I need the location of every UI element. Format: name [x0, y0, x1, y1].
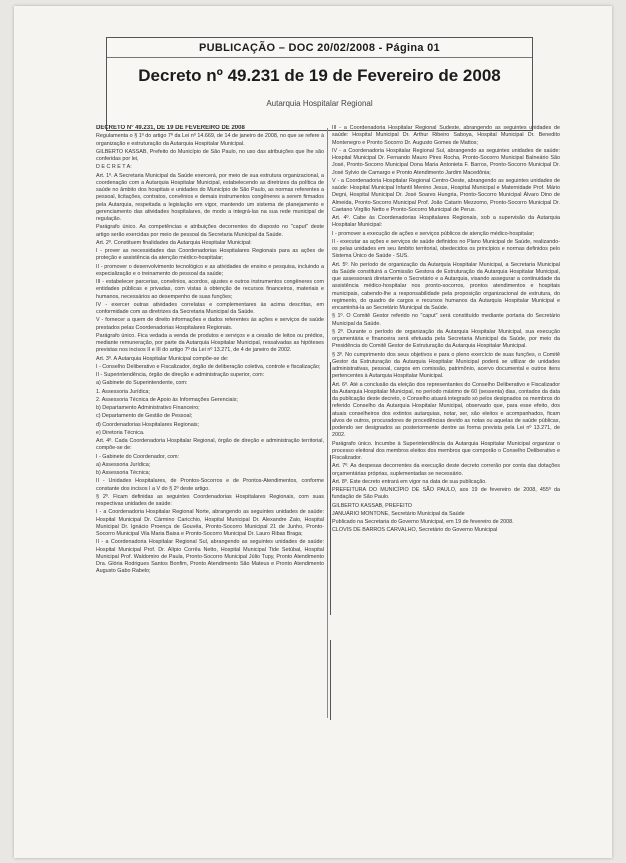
- paragraph: V - a Coordenadoria Hospitalar Regional Centro-Oeste, abrangendo as seguintes unidades de saúde: Hospital Municipal Infantil Menino Jesus, Hospital Municipal e Maternidade Prof. Mário Degni, Hospital Municipal Dr. José Soares Hungria, Pronto-Socorro Municipal Álvaro Dino de Almeida, Pronto-Socorro Municipal Prof. João Catarin Mezzomo, Pronto-Socorro Municipal Dr. Caetano Virgílio Netto e Pronto-Socorro Municipal de Perus.: [332, 177, 560, 213]
- paragraph: c) Departamento de Gestão de Pessoal;: [96, 413, 193, 420]
- paragraph: 2. Assessoria Técnica de Apoio às Informações Gerenciais;: [96, 396, 238, 403]
- document-header: [106, 37, 533, 131]
- paragraph: IV - a Coordenadoria Hospitalar Regional Sul, abrangendo as seguintes unidades de saúde: Hospital Municipal Dr. Fernando Mauro Pires Rocha, Pronto-Socorro Municipal Balneário São José, Pronto-Socorro Municipal Dona Maria Antonieta F. Barros, Pronto-Socorro Municipal Dr. José Sylvio de Camargo e Pronto Atendimento Jardim Macedônia;: [332, 147, 560, 176]
- paragraph: Art. 4º. Cabe às Coordenadorias Hospitalares Regionais, sob a supervisão da Autarquia Hospitalar Municipal:: [332, 215, 560, 229]
- paragraph: Parágrafo único. As competências e atribuições decorrentes do disposto no "caput" deste artigo serão exercidas por meio de pessoal da Secretaria Municipal da Saúde.: [96, 224, 324, 238]
- paragraph: Art. 2º. Constituem finalidades da Autarquia Hospitalar Municipal:: [96, 239, 252, 246]
- right-text-column: [332, 125, 560, 723]
- paragraph: § 2º. Durante o período de organização da Autarquia Hospitalar Municipal, sua execução orçamentária e financeira será efetuada pela Secretaria Municipal da Saúde, por meio da Presidência do Comitê Gestor de Estruturação da Autarquia Hospitalar Municipal.: [332, 328, 560, 350]
- decree-subtitle: Autarquia Hospitalar Regional: [266, 99, 373, 108]
- decree-title: Decreto nº 49.231 de 19 de Fevereiro de 2008: [138, 66, 501, 85]
- paragraph: a) Gabinete do Superintendente, com:: [96, 380, 188, 387]
- paragraph: D E C R E T A:: [96, 164, 132, 171]
- paragraph: II - executar as ações e serviços de saúde definidos no Plano Municipal de Saúde, realizando-os pelas unidades em seu âmbito territorial, obedecidos os princípios e normas definidos pelo Sistema Único de Saúde - SUS.: [332, 238, 560, 260]
- paragraph: V - fornecer a quem de direito informações e dados referentes às ações e serviços de saúde prestados pelas Coordenadorias Hospitalares Regionais.: [96, 317, 324, 331]
- paragraph: Regulamenta o § 1º do artigo 7º da Lei nº 14.669, de 14 de janeiro de 2008, no que se refere à organização e estruturação da Autarquia Hospitalar Municipal.: [96, 133, 324, 147]
- paragraph: Art. 8º. Este decreto entrará em vigor na data de sua publicação.: [332, 478, 487, 485]
- paragraph: Art. 5º. No período de organização da Autarquia Hospitalar Municipal, a Secretaria Municipal da Saúde constituirá a Comissão Gestora de Estruturação da Autarquia Hospitalar Municipal, que assessorará diretamente o Secretário e a Autarquia, visando assegurar a continuidade da assistência médico-hospitalar nos pronto-socorros, prontos atendimentos e hospitais municipais, cabendo-lhe a responsabilidade pela proposição organizacional de estrutura, do regimento, do quadro de cargos e recursos humanos da Autarquia Hospitalar Municipal e encaminhá-la ao Secretário Municipal da Saúde.: [332, 261, 560, 311]
- paragraph: III - estabelecer parcerias, convênios, acordos, ajustes e outros instrumentos congêneres com entidades públicas e privadas, com vistas à obtenção de recursos financeiros, materiais e humanos, necessários ao desempenho de suas funções;: [96, 279, 324, 300]
- paragraph: PREFEITURA DO MUNICÍPIO DE SÃO PAULO, aos 19 de fevereiro de 2008, 455º da fundação de São Paulo.: [332, 487, 560, 501]
- paragraph: Art. 3º. A Autarquia Hospitalar Municipal compõe-se de:: [96, 355, 229, 362]
- paragraph: Publicado na Secretaria do Governo Municipal, em 19 de fevereiro de 2008.: [332, 519, 514, 525]
- paragraph: II - promover o desenvolvimento tecnológico e as atividades de ensino e pesquisa, incluindo a especialização e o treinamento do pessoal da saúde;: [96, 263, 324, 277]
- paragraph: III - a Coordenadoria Hospitalar Regional Sudeste, abrangendo as seguintes unidades de saúde: Hospital Municipal Dr. Arthur Ribeiro Saboya, Hospital Municipal Dr. Benedito Montenegro e Pronto Socorro Dr. Augusto Gomes de Mattos;: [332, 125, 560, 146]
- paragraph: GILBERTO KASSAB, Prefeito do Município de São Paulo, no uso das atribuições que lhe são conferidas por lei,: [96, 148, 324, 162]
- paragraph: I - Conselho Deliberativo e Fiscalizador, órgão de deliberação coletiva, controle e fiscalização;: [96, 363, 321, 370]
- paragraph: § 3º. No cumprimento dos seus objetivos e para o pleno exercício de suas funções, o Comitê Gestor da Estruturação da Autarquia Hospitalar Municipal poderá se utilizar de unidades administrativas, pessoal, cargos em comissão, patrimônio, acervo documental e outros itens pertencentes à Autarquia Hospitalar Municipal.: [332, 351, 560, 380]
- paragraph: § 1º. O Comitê Gestor referido no "caput" será constituído mediante portaria do Secretário Municipal da Saúde.: [332, 313, 560, 327]
- decree-heading: DECRETO Nº 49.231, DE 19 DE FEVEREIRO DE 2008: [96, 125, 245, 131]
- left-text-column: [96, 125, 324, 725]
- paragraph: I - a Coordenadoria Hospitalar Regional Norte, abrangendo as seguintes unidades de saúde: Hospital Municipal Dr. Cármino Caricchio, Hospital Municipal Dr. Alexandre Zaio, Hospital Municipal Dr. Ignácio Proença de Gouvêa, Pronto-Socorro Municipal 21 de Junho, Pronto-Socorro Municipal Vila Maria Baixa e Pronto-Socorro Municipal Dr. Lauro Ribas Braga;: [96, 509, 324, 537]
- paragraph: d) Coordenadorias Hospitalares Regionais;: [96, 421, 200, 428]
- paragraph: Art. 4º. Cada Coordenadoria Hospitalar Regional, órgão de direção e administração territorial, compõe-se de:: [96, 438, 324, 452]
- paragraph: I - Gabinete do Coordenador, com:: [96, 453, 180, 460]
- paragraph: a) Assessoria Jurídica;: [96, 461, 151, 468]
- paragraph: Parágrafo único. Fica vedada a venda de produtos e serviços e a cessão de leitos ou prédios, mediante remuneração, por parte da Autarquia Hospitalar Municipal, ressalvadas as hipóteses previstas nos incisos II e III do artigo 7º da Lei nº 13.271, de 4 de janeiro de 2002.: [96, 332, 324, 354]
- paragraph: Art. 1º. A Secretaria Municipal da Saúde exercerá, por meio de sua estrutura organizacional, a coordenação com a Autarquia Hospitalar Municipal, estabelecendo as diretrizes da política de saúde no âmbito dos hospitais e unidades do Município de São Paulo, as normas referentes a pessoal, licitações, contratos, convênios e demais instrumentos congêneres a serem firmados pela Autarquia, respeitada a legislação em vigor, mantendo um sistema de planejamento e gerenciamento das atividades hospitalares, de modo a integrá-las na sua rede municipal de regulação.: [96, 172, 324, 222]
- paragraph: § 2º. Ficam definidas as seguintes Coordenadorias Hospitalares Regionais, com suas respectivas unidades de saúde:: [96, 493, 324, 507]
- paragraph: I - prover as necessidades das Coordenadorias Hospitalares Regionais para as ações de proteção e assistência da atenção médico-hospitalar;: [96, 248, 324, 262]
- paragraph: GILBERTO KASSAB, PREFEITO: [332, 502, 412, 509]
- left-paragraphs: [96, 133, 324, 575]
- publication-line: PUBLICAÇÃO – DOC 20/02/2008 - Página 01: [107, 42, 532, 58]
- paragraph: Parágrafo único. Incumbe à Superintendência da Autarquia Hospitalar Municipal organizar o processo eleitoral dos membros eleitos dos membros que comporão o Conselho Deliberativo e Fiscalizador.: [332, 440, 560, 461]
- paragraph: Art. 7º. As despesas decorrentes da execução deste decreto correrão por conta das dotações orçamentárias próprias, suplementadas se necessário.: [332, 463, 560, 477]
- paragraph: II - Unidades Hospitalares, de Prontos-Socorros e de Prontos-Atendimentos, conforme constante dos incisos I a V do § 2º deste artigo.: [96, 478, 324, 492]
- paragraph: JANUÁRIO MONTONE, Secretário Municipal da Saúde: [332, 510, 465, 517]
- paragraph: 1. Assessoria Jurídica;: [96, 388, 150, 395]
- paragraph: Art. 6º. Até a conclusão da eleição dos representantes do Conselho Deliberativo e Fiscalizador da Autarquia Hospitalar Municipal, no período máximo de 60 (sessenta) dias, contados da data da publicação deste decreto, o Conselho atuará integrado só pelos designados os membros do referido Conselho da Autarquia Hospitalar Municipal, observado que, para esse efeito, dos atuais conselheiros dos extintos autarquias, notar, ser, são eleitos e acompanhados, ficam alvos de outros, procuradores de procedências devido as notas ou aquelas de saúde públicas, podendo ser designados as posteriormente dentre as forma prevista pela Lei nº 13.271, de 2002.: [332, 381, 560, 439]
- right-paragraphs: [332, 125, 560, 535]
- paragraph: b) Departamento Administrativo Financeiro;: [96, 405, 200, 411]
- paragraph: II - Superintendência, órgão de direção e administração superior, com:: [96, 372, 265, 378]
- paragraph: e) Diretoria Técnica.: [96, 429, 145, 436]
- paragraph: I - promover a execução de ações e serviços públicos de atenção médico-hospitalar;: [332, 230, 535, 237]
- paragraph: II - a Coordenadoria Hospitalar Regional Sul, abrangendo as seguintes unidades de saúde: Hospital Municipal Prof. Dr. Alípio Corrêa Netto, Hospital Municipal Tide Setúbal, Hospital Municipal Prof. Waldomiro de Paula, Pronto-Socorro Municipal Júlio Tupy, Pronto Atendimento Dra. Glória Rodrigues Santos Bonfim, Pronto Atendimento São Mateus e Pronto Atendimento Augusto Gabo Rabelo;: [96, 539, 324, 575]
- paragraph: b) Assessoria Técnica;: [96, 470, 151, 476]
- column-divider: [327, 128, 328, 718]
- paragraph: IV - exercer outras atividades correlatas e complementares às acima descritas, em conformidade com as diretrizes da Secretaria Municipal da Saúde.: [96, 301, 324, 315]
- paragraph: CLOVIS DE BARROS CARVALHO, Secretário do Governo Municipal: [332, 527, 498, 534]
